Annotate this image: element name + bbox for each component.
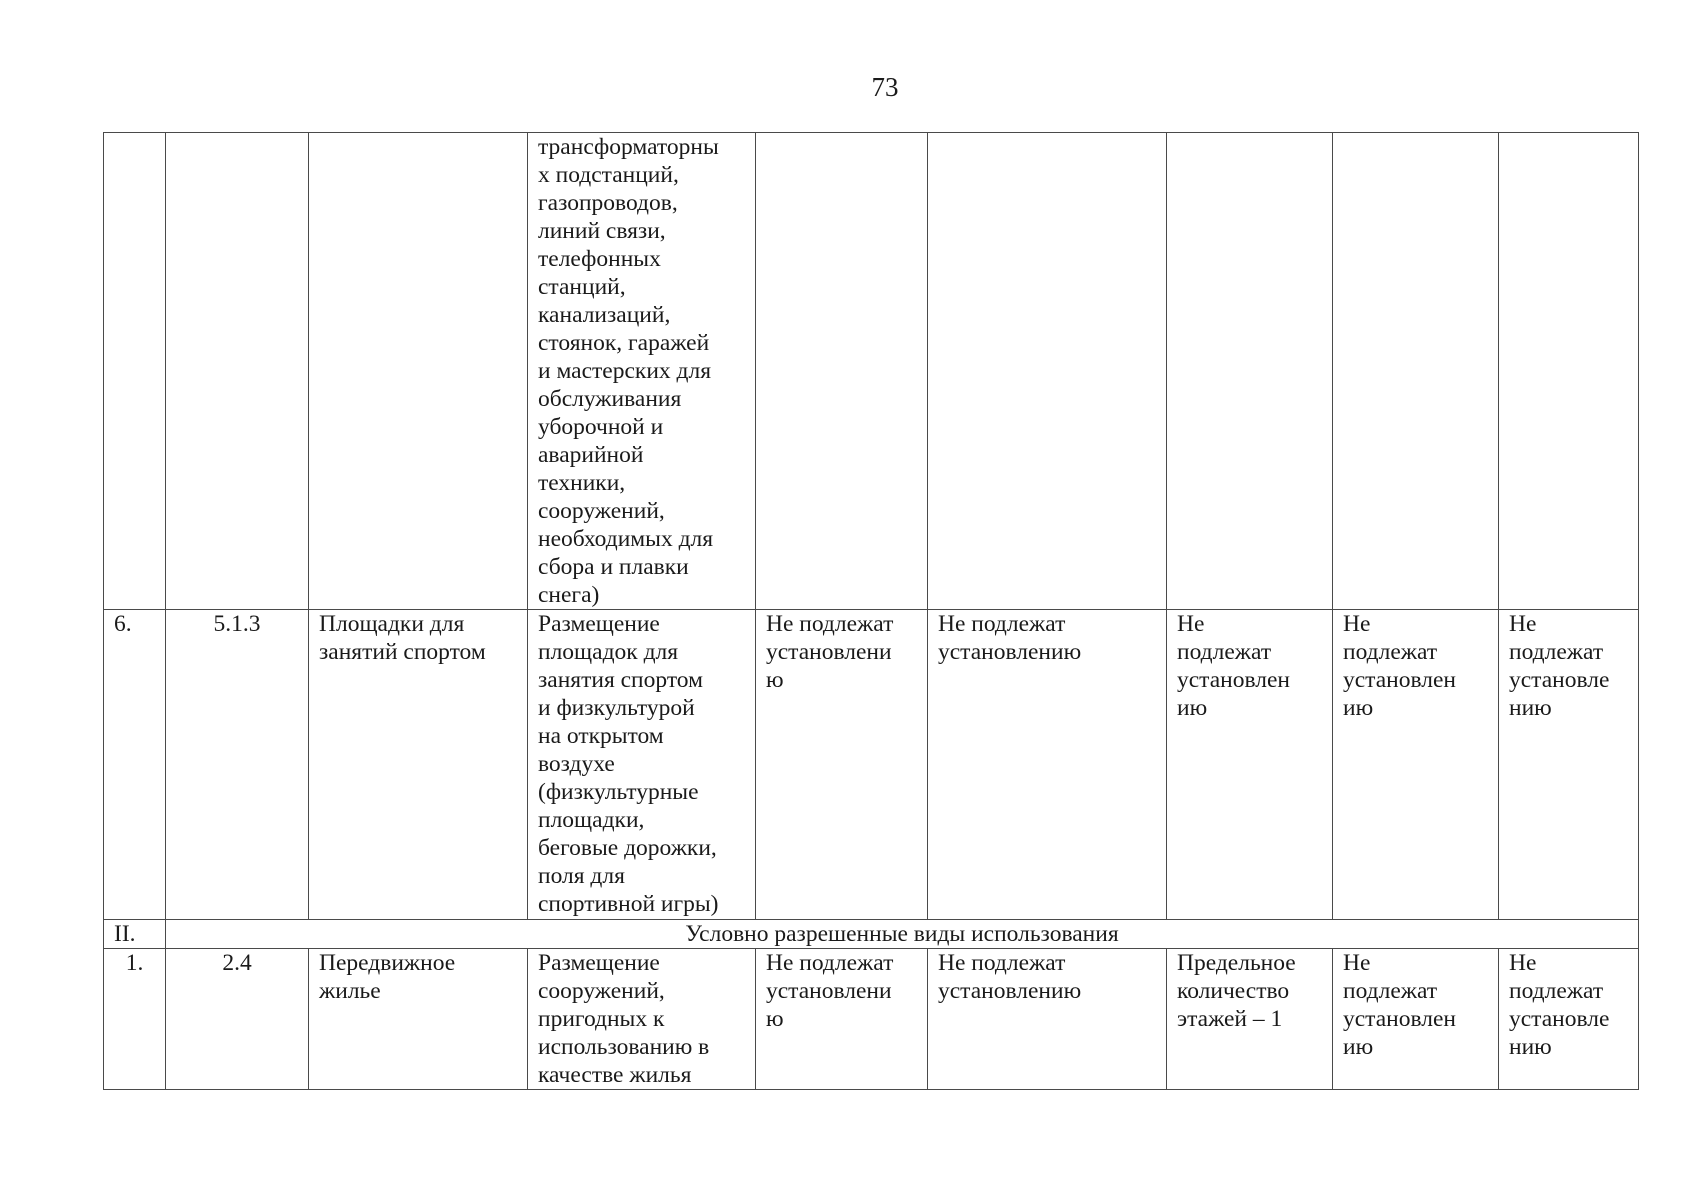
cell-col6 (928, 133, 1167, 610)
text-line: ю (766, 667, 784, 693)
text-line: подлежат (1509, 978, 1604, 1004)
table-row-1 (104, 949, 1639, 1090)
text-line: площадок для (538, 639, 679, 665)
cell-name (309, 949, 528, 1090)
section-number: II. (104, 920, 166, 949)
text-line: Размещение (538, 611, 660, 637)
text-line: Площадки для (319, 611, 465, 637)
cell-code (166, 133, 309, 610)
table-row-continued (104, 133, 1639, 610)
text-line: снега) (538, 582, 600, 608)
text-line: и мастерских для (538, 358, 712, 384)
page-number: 73 (871, 72, 899, 102)
text-line: занятия спортом (538, 667, 703, 693)
text-line: подлежат (1343, 639, 1438, 665)
text-line: Передвижное (319, 950, 456, 976)
text-line: нию (1509, 1034, 1552, 1060)
cell-col8 (1333, 610, 1499, 920)
text-line: Не (1509, 950, 1537, 976)
text-line: установлени (766, 639, 892, 665)
cell-col5 (756, 133, 928, 610)
text-line: Не подлежат (938, 611, 1066, 637)
text-line: аварийной (538, 442, 644, 468)
text-line: количество (1177, 978, 1290, 1004)
cell-col8 (1333, 133, 1499, 610)
text-line: ию (1177, 695, 1208, 721)
section-title: Условно разрешенные виды использования (166, 920, 1639, 949)
text-line: спортивной игры) (538, 891, 719, 917)
text-line: телефонных (538, 246, 661, 272)
text-line: уборочной и (538, 414, 664, 440)
text-line: на открытом (538, 723, 664, 749)
text-line: Не (1509, 611, 1537, 637)
text-line: газопроводов, (538, 190, 678, 216)
text-line: установле (1509, 667, 1610, 693)
cell-name (309, 610, 528, 920)
cell-code: 5.1.3 (166, 610, 309, 920)
text-line: канализаций, (538, 302, 671, 328)
table-row-6 (104, 610, 1639, 920)
text-line: трансформаторны (538, 134, 719, 160)
text-line: нию (1509, 695, 1552, 721)
text-line: Предельное (1177, 950, 1296, 976)
text-line: Не (1343, 611, 1371, 637)
text-line: установлени (766, 978, 892, 1004)
cell-col8 (1333, 949, 1499, 1090)
text-line: качестве жилья (538, 1062, 692, 1088)
cell-col5 (756, 610, 928, 920)
cell-col9 (1499, 133, 1639, 610)
text-line: установлен (1343, 667, 1457, 693)
section-header-row (104, 920, 1639, 949)
text-line: Не подлежат (938, 950, 1066, 976)
text-line: ию (1343, 1034, 1374, 1060)
text-line: Не подлежат (766, 611, 894, 637)
text-line: площадки, (538, 807, 645, 833)
text-line: станций, (538, 274, 626, 300)
cell-code: 2.4 (166, 949, 309, 1090)
text-line: подлежат (1343, 978, 1438, 1004)
text-line: жилье (319, 978, 381, 1004)
text-line: ию (1343, 695, 1374, 721)
text-line: подлежат (1177, 639, 1272, 665)
text-line: использованию в (538, 1034, 710, 1060)
text-line: установлению (938, 639, 1082, 665)
text-line: ю (766, 1006, 784, 1032)
cell-col7 (1167, 949, 1333, 1090)
text-line: Не (1177, 611, 1205, 637)
text-line: техники, (538, 470, 626, 496)
text-line: и физкультурой (538, 695, 695, 721)
cell-col7 (1167, 133, 1333, 610)
land-use-table (103, 132, 1639, 1090)
cell-description (528, 133, 756, 610)
text-line: сооружений, (538, 978, 665, 1004)
text-line: сбора и плавки (538, 554, 689, 580)
text-line: подлежат (1509, 639, 1604, 665)
text-line: стоянок, гаражей (538, 330, 710, 356)
cell-description (528, 949, 756, 1090)
cell-col9 (1499, 949, 1639, 1090)
cell-col7 (1167, 610, 1333, 920)
text-line: Не подлежат (766, 950, 894, 976)
text-line: (физкультурные (538, 779, 699, 805)
text-line: беговые дорожки, (538, 835, 717, 861)
text-line: воздухе (538, 751, 615, 777)
text-line: установле (1509, 1006, 1610, 1032)
cell-col5 (756, 949, 928, 1090)
text-line: х подстанций, (538, 162, 679, 188)
text-line: установлен (1343, 1006, 1457, 1032)
text-line: пригодных к (538, 1006, 665, 1032)
cell-num (104, 133, 166, 610)
cell-description (528, 610, 756, 920)
text-line: поля для (538, 863, 625, 889)
text-line: линий связи, (538, 218, 666, 244)
text-line: сооружений, (538, 498, 665, 524)
text-line: обслуживания (538, 386, 682, 412)
cell-col9 (1499, 610, 1639, 920)
text-line: Не (1343, 950, 1371, 976)
cell-col6 (928, 949, 1167, 1090)
text-line: установлен (1177, 667, 1291, 693)
cell-num: 6. (104, 610, 166, 920)
text-line: занятий спортом (319, 639, 486, 665)
cell-name (309, 133, 528, 610)
cell-num: 1. (104, 949, 166, 1090)
cell-col6 (928, 610, 1167, 920)
text-line: установлению (938, 978, 1082, 1004)
text-line: необходимых для (538, 526, 714, 552)
text-line: Размещение (538, 950, 660, 976)
text-line: этажей – 1 (1177, 1006, 1283, 1032)
